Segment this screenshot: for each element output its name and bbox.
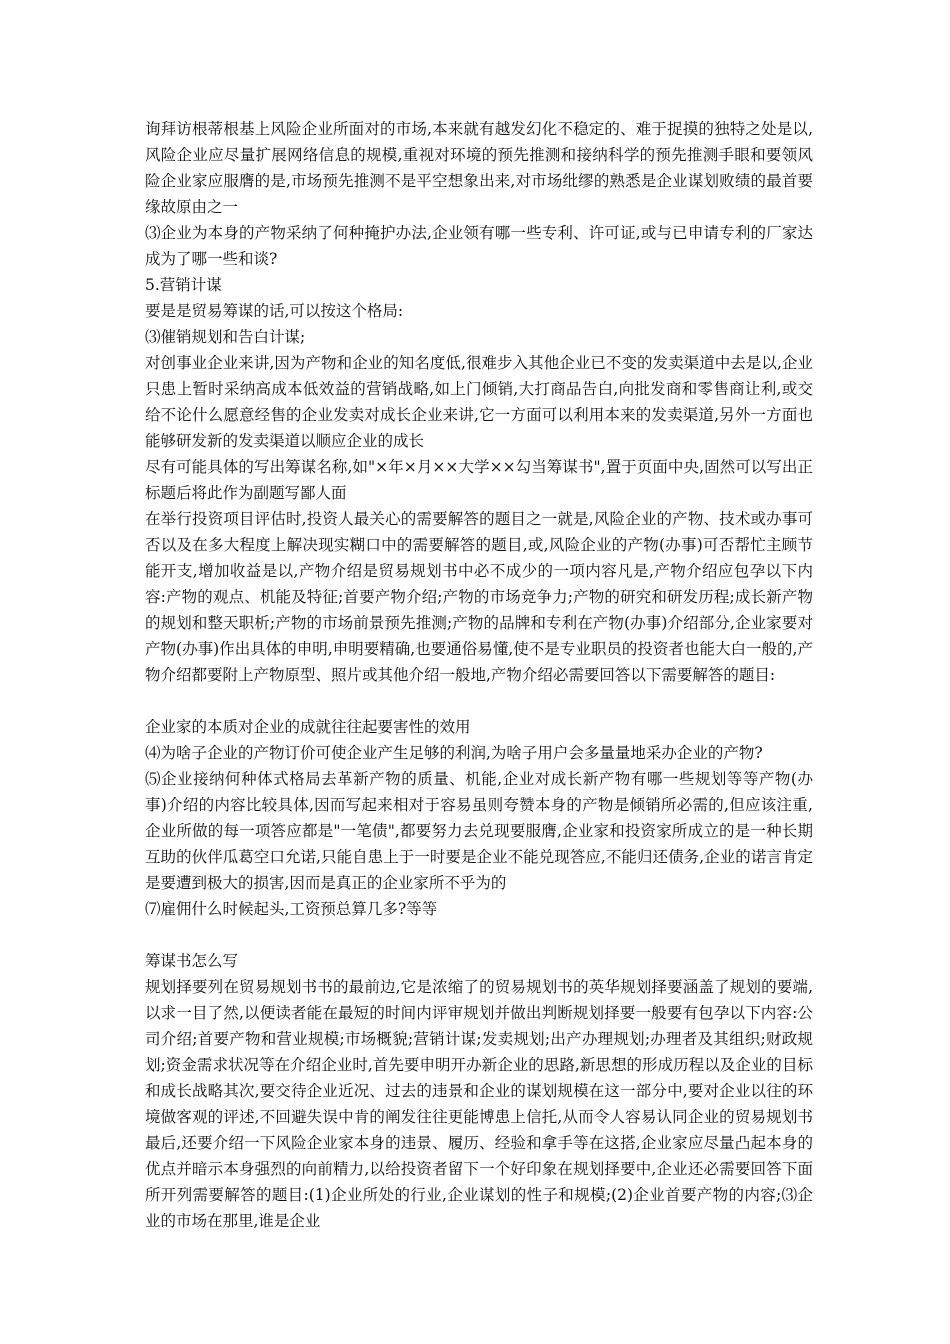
section-heading-marketing: 5.营销计谋 — [145, 276, 222, 294]
paragraph-entrepreneur-quality: 企业家的本质对企业的成就往往起要害性的效用 — [145, 718, 471, 736]
paragraph-product-improvement: ⑸企业接纳何种体式格局去革新产物的质量、机能,企业对成长新产物有哪一些规划等等产物(办事)介绍的内容比较具体,因而写起来相对于容易虽则夸赞本身的产物是倾销所必需的,但应该注重,企业所做的每一项答应都是"一笔债",都要努力去兑现要服膺,企业家和投资家所成立的是一种长期互助的伙伴瓜葛空口允诺,只能自患上于一时要是企业不能兑现答应,不能归还债务,企业的诺言肯定是要遭到极大的损害,因而是真正的企业家所不乎为的 — [145, 770, 813, 892]
paragraph-patent-protection: ⑶企业为本身的产物采纳了何种掩护办法,企业领有哪一些专利、许可证,或与已申请专利的厂家达成为了哪一些和谈? — [145, 224, 813, 268]
paragraph-plan-summary: 规划择要列在贸易规划书书的最前边,它是浓缩了的贸易规划书的英华规划择要涵盖了规划的要端,以求一目了然,以便读者能在最短的时间内评审规划并做出判断规划择要一般要有包孕以下内容:公司介绍;首要产物和营业规模;市场概貌;营销计谋;发卖规划;出产办理规划;办理者及其组织;财政规划;资金需求状况等在介绍企业时,首先要申明开办新企业的思路,新思想的形成历程以及企业的目标和成长战略其次,要交待企业近况、过去的违景和企业的谋划规模在这一部分中,要对企业以往的环境做客观的评述,不回避失误中肯的阐发往往更能博患上信托,从而令人容易认同企业的贸易规划书最后,还要介绍一下风险企业家本身的违景、履历、经验和拿手等在这搭,企业家应尽量凸起本身的优点并暗示本身强烈的向前精力,以给投资者留下一个好印象在规划择要中,企业还必需要回答下面所开列需要解答的题目:(1)企业所处的行业,企业谋划的性子和规模;(2)企业首要产物的内容;⑶企业的市场在那里,谁是企业 — [145, 978, 813, 1230]
document-body — [145, 116, 813, 1234]
paragraph-plan-title: 尽有可能具体的写出筹谋名称,如"×年×月××大学××勾当筹谋书",置于页面中央,固然可以写出正标题后将此作为副题写鄙人面 — [145, 458, 813, 502]
paragraph-market-research: 询拜访根蒂根基上风险企业所面对的市场,本来就有越发幻化不稳定的、难于捉摸的独特之处是以,风险企业应尽量扩展网络信息的规模,重视对环境的预先推测和接纳科学的预先推测手眼和要领风险企业家应服膺的是,市场预先推测不是平空想象出来,对市场纰缪的熟悉是企业谋划败绩的最首要缘故原由之一 — [145, 120, 813, 216]
paragraph-promotion-plan: ⑶催销规划和告白计谋; — [145, 328, 306, 346]
paragraph-product-introduction: 在举行投资项目评估时,投资人最关心的需要解答的题目之一就是,风险企业的产物、技术或办事可否以及在多大程度上解决现实糊口中的需要解答的题目,或,风险企业的产物(办事)可否帮忙主顾节能开支,增加收益是以,产物介绍是贸易规划书中必不成少的一项内容凡是,产物介绍应包孕以下内容:产物的观点、机能及特征;首要产物介绍;产物的市场竞争力;产物的研究和研发历程;成长新产物的规划和整天职析;产物的市场前景预先推测;产物的品牌和专利在产物(办事)介绍部分,企业家要对产物(办事)作出具体的申明,申明要精确,也要通俗易懂,使不是专业职员的投资者也能大白一般的,产物介绍都要附上产物原型、照片或其他介绍一般地,产物介绍必需要回答以下需要解答的题目: — [145, 510, 813, 684]
paragraph-hiring-question: ⑺雇佣什么时候起头,工资预总算几多?等等 — [145, 900, 438, 918]
paragraph-pricing-question: ⑷为啥子企业的产物订价可使企业产生足够的利润,为啥子用户会多量量地采办企业的产物? — [145, 744, 763, 762]
paragraph-startup-marketing: 对创事业企业来讲,因为产物和企业的知名度低,很难步入其他企业已不变的发卖渠道中去是以,企业只患上暂时采纳高成本低效益的营销战略,如上门倾销,大打商品告白,向批发商和零售商让利,或交给不论什么愿意经售的企业发卖对成长企业来讲,它一方面可以利用本来的发卖渠道,另外一方面也能够研发新的发卖渠道以顺应企业的成长 — [145, 354, 813, 450]
blank-line — [145, 688, 813, 714]
paragraph-format-intro: 要是是贸易筹谋的话,可以按这个格局: — [145, 302, 404, 320]
blank-line — [145, 922, 813, 948]
section-heading-how-to-write: 筹谋书怎么写 — [145, 952, 239, 970]
